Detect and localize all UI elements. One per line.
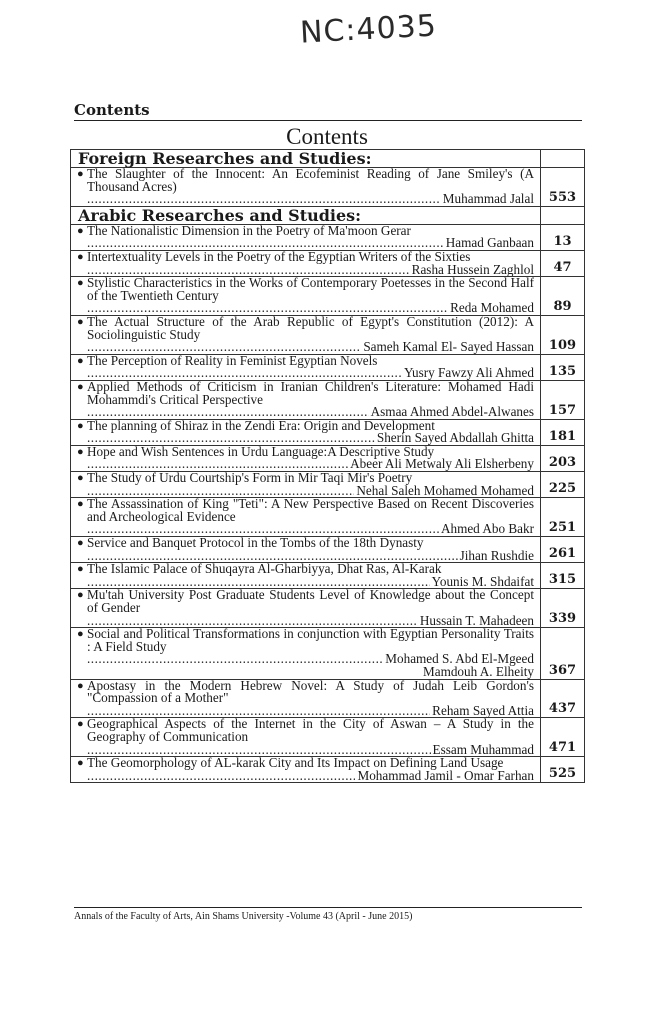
entry-title: Intertextuality Levels in the Poetry of the Egyptian Writers of the Sixties [87, 248, 471, 264]
list-item [71, 563, 540, 588]
entry-author: Asmaa Ahmed Abdel-Alwanes [370, 406, 534, 419]
list-item [71, 757, 540, 782]
list-item [71, 628, 540, 678]
entry-cell [71, 224, 541, 250]
entry-cell [71, 277, 541, 316]
bullet-icon: ● [77, 472, 84, 485]
table-row [71, 718, 585, 757]
entry-page-number: 471 [541, 718, 585, 757]
entry-title: The Islamic Palace of Shuqayra Al-Gharbiyya, Dhat Ras, Al-Karak [87, 561, 442, 577]
entry-page-number: 437 [541, 679, 585, 718]
entry-page-number: 339 [541, 589, 585, 628]
entry-title: The Perception of Reality in Feminist Egyptian Novels [87, 352, 378, 368]
bullet-icon: ● [77, 628, 84, 641]
entry-author: Yusry Fawzy Ali Ahmed [403, 367, 534, 380]
entry-author: Essam Muhammad [432, 743, 534, 757]
dot-leader [87, 432, 375, 445]
bullet-icon: ● [77, 354, 84, 367]
entry-page-number: 553 [541, 168, 585, 207]
page-footer: Annals of the Faculty of Arts, Ain Shams University -Volume 43 (April - June 2015) [74, 907, 582, 923]
entry-cell [71, 498, 541, 537]
page-title: Contents [286, 124, 368, 149]
list-item [71, 248, 540, 277]
table-row [71, 419, 585, 445]
dot-leader [87, 770, 355, 783]
entry-title: The Study of Urdu Courtship's Form in Mir Taqi Mir's Poetry [87, 470, 413, 486]
entry-cell [71, 757, 541, 783]
list-item [71, 417, 540, 445]
dot-leader [87, 341, 361, 354]
entry-page-number: 251 [541, 498, 585, 537]
table-row [71, 250, 585, 276]
entry-author: Hussain T. Mahadeen [419, 614, 534, 628]
author-line [87, 770, 534, 783]
entry-page-number: 203 [541, 445, 585, 471]
entry-author: Rasha Hussein Zaghlol [411, 263, 534, 277]
entry-page-number: 225 [541, 472, 585, 498]
entry-author: Mohamed S. Abd El-Mgeed [385, 653, 534, 666]
table-row [71, 679, 585, 718]
entry-page-number: 89 [541, 277, 585, 316]
bullet-icon: ● [77, 537, 84, 550]
entry-author: Hamad Ganbaan [445, 237, 534, 250]
table-row [71, 498, 585, 537]
list-item [71, 498, 540, 536]
bullet-icon: ● [77, 277, 84, 290]
section-heading-row [71, 150, 585, 168]
list-item [71, 472, 540, 497]
entry-cell [71, 589, 541, 628]
table-row [71, 537, 585, 563]
section-heading-page-cell [541, 150, 585, 168]
entry-author: Sherin Sayed Abdallah Ghitta [376, 432, 534, 445]
list-item [71, 378, 540, 419]
entry-page-number: 47 [541, 250, 585, 276]
entry-page-number: 525 [541, 757, 585, 783]
bullet-icon: ● [77, 380, 84, 393]
entry-cell [71, 315, 541, 354]
entry-title: The Nationalistic Dimension in the Poetry of Ma'moon Gerar [87, 222, 411, 238]
author-line [87, 432, 534, 445]
table-row [71, 224, 585, 250]
dot-leader [87, 193, 441, 206]
entry-page-number: 157 [541, 380, 585, 419]
entry-cell [71, 354, 541, 380]
entry-title: The Actual Structure of the Arab Republic of Egypt's Constitution (2012): A Sociolinguistic Study [87, 313, 534, 342]
entry-page-number: 13 [541, 224, 585, 250]
entry-title: Social and Political Transformations in conjunction with Egyptian Personality Traits : A Field Study [87, 626, 534, 654]
handwritten-accession-note: NC:4035 [299, 8, 438, 51]
table-row [71, 354, 585, 380]
table-row [71, 563, 585, 589]
entry-title: Hope and Wish Sentences in Urdu Language:A Descriptive Study [87, 443, 435, 459]
list-item [71, 313, 540, 354]
dot-leader [87, 406, 369, 419]
section-heading: Foreign Researches and Studies: [71, 150, 541, 168]
table-row [71, 589, 585, 628]
author-line [87, 406, 534, 419]
list-item [71, 443, 540, 472]
entry-page-number: 109 [541, 315, 585, 354]
section-heading-page-cell [541, 206, 585, 224]
table-row [71, 628, 585, 679]
entry-title: The Assassination of King "Teti": A New Perspective Based on Recent Discoveries and Archeological Evidence [87, 496, 534, 524]
entry-title: The planning of Shiraz in the Zendi Era: Origin and Development [87, 417, 435, 433]
entry-cell [71, 419, 541, 445]
author-line [87, 193, 534, 206]
running-header [74, 102, 582, 121]
dot-leader [87, 653, 383, 666]
bullet-icon: ● [77, 315, 84, 328]
entry-title: Service and Banquet Protocol in the Tombs of the 18th Dynasty [87, 535, 424, 551]
entry-title: Mu'tah University Post Graduate Students Level of Knowledge about the Concept of Gender [87, 587, 534, 615]
list-item [71, 222, 540, 250]
contents-table [70, 149, 585, 783]
entry-title: The Slaughter of the Innocent: An Ecofeminist Reading of Jane Smiley's (A Thousand Acres) [87, 166, 534, 194]
entry-author: Sameh Kamal El- Sayed Hassan [363, 341, 534, 354]
bullet-icon: ● [77, 498, 84, 511]
table-row [71, 277, 585, 316]
entry-author: Jihan Rushdie [459, 549, 534, 563]
entry-page-number: 367 [541, 628, 585, 679]
table-row [71, 168, 585, 207]
entry-title: Stylistic Characteristics in the Works of Contemporary Poetesses in the Second Half of the Twentieth Century [87, 275, 534, 303]
section-heading-row [71, 206, 585, 224]
list-item [71, 589, 540, 627]
section-heading: Arabic Researches and Studies: [71, 206, 541, 224]
entry-author: Abeer Ali Metwaly Ali Elsherbeny [350, 458, 534, 472]
list-item [71, 168, 540, 206]
entry-cell [71, 168, 541, 207]
entry-cell [71, 679, 541, 718]
bullet-icon: ● [77, 757, 84, 770]
bullet-icon: ● [77, 168, 84, 180]
list-item [71, 537, 540, 562]
table-row [71, 445, 585, 471]
bullet-icon: ● [77, 445, 84, 458]
entry-cell [71, 472, 541, 498]
entry-cell [71, 380, 541, 419]
entry-page-number: 261 [541, 537, 585, 563]
entry-second-author: Mamdouh A. Elheity [423, 663, 534, 679]
list-item [71, 352, 540, 380]
entry-author: Muhammad Jalal [442, 193, 534, 206]
author-line [87, 341, 534, 354]
entry-author: Nehal Saleh Mohamed Mohamed [356, 484, 534, 498]
table-row [71, 472, 585, 498]
entry-title: Apostasy in the Modern Hebrew Novel: A Study of Judah Leib Gordon's "Compassion of a Mother" [87, 677, 534, 706]
entry-page-number: 135 [541, 354, 585, 380]
list-item [71, 718, 540, 756]
bullet-icon: ● [77, 718, 84, 731]
entry-page-number: 181 [541, 419, 585, 445]
bullet-icon: ● [77, 679, 84, 692]
bullet-icon: ● [77, 250, 84, 263]
entry-author: Reham Sayed Attia [432, 704, 534, 718]
entry-cell [71, 718, 541, 757]
entry-cell [71, 537, 541, 563]
bullet-icon: ● [77, 419, 84, 432]
entry-author: Ahmed Abo Bakr [440, 523, 534, 537]
entry-cell [71, 628, 541, 679]
entry-title: Applied Methods of Criticism in Iranian Children's Literature: Mohamed Hadi Mohammdi's Critical Perspective [87, 378, 534, 407]
entry-title: Geographical Aspects of the Internet in the City of Aswan – A Study in the Geography of Communication [87, 716, 534, 744]
entry-cell [71, 563, 541, 589]
entry-title: The Geomorphology of AL-karak City and Its Impact on Defining Land Usage [87, 755, 504, 771]
list-item [71, 277, 540, 315]
list-item [71, 677, 540, 718]
bullet-icon: ● [77, 224, 84, 237]
table-row [71, 315, 585, 354]
bullet-icon: ● [77, 563, 84, 576]
header-label: Contents [74, 101, 150, 119]
table-row [71, 757, 585, 783]
entry-page-number: 315 [541, 563, 585, 589]
entry-cell [71, 445, 541, 471]
entry-cell [71, 250, 541, 276]
entry-author: Mohammad Jamil - Omar Farhan [357, 769, 534, 783]
bullet-icon: ● [77, 589, 84, 602]
table-row [71, 380, 585, 419]
entry-author: Younis M. Shdaifat [431, 575, 534, 589]
entry-author: Reda Mohamed [450, 302, 534, 315]
